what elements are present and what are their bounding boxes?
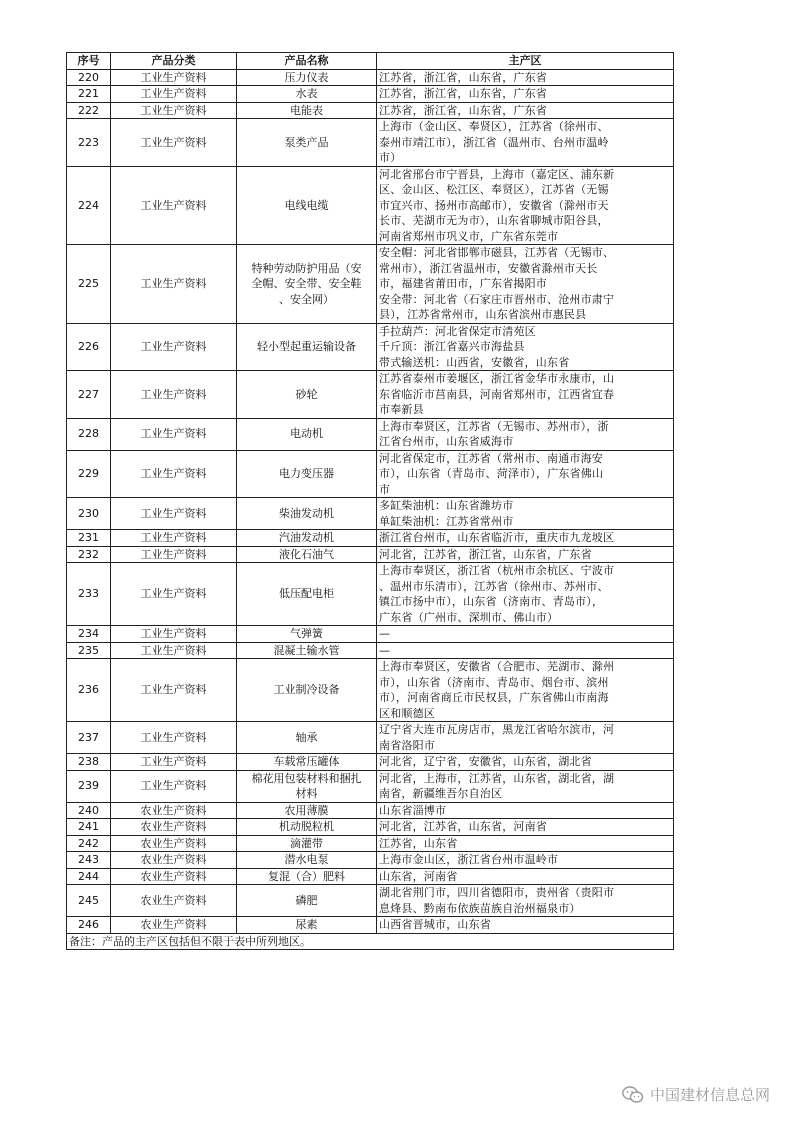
main-producing-area [377, 852, 674, 869]
product-name [237, 86, 377, 103]
product-name [237, 754, 377, 771]
row-number: 232 [67, 546, 111, 563]
area-line: 市，福建省莆田市，广东省揭阳市 [379, 277, 547, 290]
product-category: 工业生产资料 [111, 119, 237, 167]
product-category: 农业生产资料 [111, 917, 237, 934]
row-number: 230 [67, 498, 111, 530]
product-name-line: 材料 [295, 787, 318, 800]
product-name [237, 626, 377, 643]
product-name-line: 棉花用包装材料和捆扎 [251, 771, 362, 785]
product-category: 农业生产资料 [111, 819, 237, 836]
product-category: 工业生产资料 [111, 498, 237, 530]
product-name-line: 农用薄膜 [284, 803, 329, 817]
product-name-line: 砂轮 [295, 387, 318, 401]
product-category: 工业生产资料 [111, 86, 237, 103]
area-line: 南省，新疆维吾尔自治区 [379, 787, 503, 800]
area-line: 市），山东省（济南市、青岛市、烟台市、滨州 [379, 675, 609, 689]
area-line: 市宜兴市、扬州市高邮市），安徽省（滁州市天 [379, 198, 609, 212]
product-name [237, 498, 377, 530]
main-producing-area [377, 659, 674, 722]
row-number: 226 [67, 323, 111, 371]
main-producing-area [377, 102, 674, 119]
product-name [237, 642, 377, 659]
product-category: 农业生产资料 [111, 852, 237, 869]
row-number: 224 [67, 166, 111, 245]
product-name [237, 659, 377, 722]
table-row [67, 852, 674, 869]
product-name-line: 压力仪表 [284, 70, 329, 84]
area-line: 市 [379, 482, 391, 496]
product-name-line: 气弹簧 [290, 627, 323, 640]
product-name-line: 、安全网） [279, 292, 334, 306]
area-line: — [379, 643, 391, 657]
table-row [67, 722, 674, 754]
product-name [237, 563, 377, 626]
area-line: 辽宁省大连市瓦房店市，黑龙江省哈尔滨市，河 [379, 723, 615, 736]
table-row [67, 642, 674, 659]
main-producing-area [377, 418, 674, 450]
area-line: 山东省，河南省 [379, 869, 458, 883]
main-producing-area [377, 868, 674, 885]
row-number: 246 [67, 917, 111, 934]
row-number: 225 [67, 245, 111, 324]
area-line: 河北省邢台市宁晋县，上海市（嘉定区、浦东新 [379, 167, 615, 181]
product-name [237, 450, 377, 498]
product-name [237, 868, 377, 885]
product-name [237, 819, 377, 836]
product-category: 工业生产资料 [111, 371, 237, 419]
area-line: 浙江省台州市，山东省临沂市，重庆市九龙坡区 [379, 531, 615, 544]
main-producing-area [377, 450, 674, 498]
table-row [67, 563, 674, 626]
table-body [67, 69, 674, 933]
area-line: 湖北省荆门市，四川省德阳市，贵州省（贵阳市 [379, 886, 615, 899]
area-line: 常州市），浙江省温州市，安徽省滁州市天长 [379, 261, 598, 275]
row-number: 231 [67, 530, 111, 547]
main-producing-area [377, 546, 674, 563]
product-category: 工业生产资料 [111, 530, 237, 547]
table-row [67, 868, 674, 885]
header-category: 产品分类 [111, 53, 237, 70]
product-category: 工业生产资料 [111, 166, 237, 245]
main-producing-area [377, 166, 674, 245]
note-row [67, 933, 674, 950]
table-note: 备注：产品的主产区包括但不限于表中所列地区。 [67, 933, 674, 950]
product-name-line: 电线电缆 [284, 198, 329, 212]
main-producing-area [377, 323, 674, 371]
area-line: 安全带：河北省（石家庄市晋州市、沧州市肃宁 [379, 292, 615, 306]
product-category: 工业生产资料 [111, 450, 237, 498]
product-category: 农业生产资料 [111, 835, 237, 852]
product-category: 工业生产资料 [111, 546, 237, 563]
area-line: 河北省，辽宁省，安徽省，山东省，湖北省 [379, 755, 592, 768]
product-name-line: 复混（合）肥料 [268, 869, 345, 883]
product-category: 工业生产资料 [111, 770, 237, 802]
product-name [237, 530, 377, 547]
product-category: 农业生产资料 [111, 868, 237, 885]
table-row [67, 770, 674, 802]
main-producing-area [377, 119, 674, 167]
product-name-line: 电动机 [290, 427, 323, 441]
row-number: 221 [67, 86, 111, 103]
table-row [67, 802, 674, 819]
product-name [237, 323, 377, 371]
area-line: — [379, 627, 391, 640]
row-number: 233 [67, 563, 111, 626]
product-name [237, 119, 377, 167]
product-name [237, 917, 377, 934]
product-category: 农业生产资料 [111, 885, 237, 917]
area-line: 东省临沂市莒南县，河南省郑州市，江西省宜春 [379, 387, 615, 401]
area-line: 安全帽：河北省邯郸市磁县，江苏省（无锡市、 [379, 246, 615, 259]
table-row [67, 917, 674, 934]
product-category: 工业生产资料 [111, 563, 237, 626]
product-name-line: 低压配电柜 [279, 587, 334, 601]
header-name: 产品名称 [237, 53, 377, 70]
table-row [67, 754, 674, 771]
area-line: 上海市金山区，浙江省台州市温岭市 [379, 853, 559, 866]
area-line: 江苏省泰州市姜堰区，浙江省金华市永康市，山 [379, 372, 615, 385]
product-name [237, 835, 377, 852]
product-category: 工业生产资料 [111, 659, 237, 722]
product-name-line: 电力变压器 [279, 467, 334, 480]
main-producing-area [377, 530, 674, 547]
area-line: 息烽县、黔南布依族苗族自治州福泉市） [379, 901, 581, 915]
row-number: 236 [67, 659, 111, 722]
main-producing-area [377, 835, 674, 852]
product-category: 工业生产资料 [111, 102, 237, 119]
main-producing-area [377, 754, 674, 771]
table-row [67, 835, 674, 852]
area-line: 河北省，江苏省，浙江省，山东省，广东省 [379, 547, 592, 561]
main-producing-area [377, 819, 674, 836]
main-producing-area [377, 245, 674, 324]
product-name-line: 特种劳动防护用品（安 [251, 261, 362, 275]
area-line: 带式输送机：山西省，安徽省，山东省 [379, 355, 570, 369]
wechat-icon [622, 1086, 644, 1104]
watermark-text: 中国建材信息总网 [649, 1086, 770, 1104]
area-line: 手拉葫芦：河北省保定市清苑区 [379, 324, 536, 338]
table-row [67, 69, 674, 86]
area-line: 南省洛阳市 [379, 738, 435, 752]
table-row [67, 885, 674, 917]
main-producing-area [377, 917, 674, 934]
product-category: 工业生产资料 [111, 69, 237, 86]
area-line: 泰州市靖江市），浙江省（温州市、台州市温岭 [379, 135, 609, 149]
product-category: 工业生产资料 [111, 722, 237, 754]
area-line: 江苏省，浙江省，山东省，广东省 [379, 87, 547, 100]
product-name-line: 泵类产品 [284, 135, 329, 149]
area-line: 区、金山区、松江区、奉贤区），江苏省（无锡 [379, 183, 609, 196]
main-producing-area [377, 626, 674, 643]
product-category: 工业生产资料 [111, 754, 237, 771]
product-name-line: 机动脱粒机 [279, 820, 334, 833]
row-number: 241 [67, 819, 111, 836]
area-line: 上海市奉贤区，浙江省（杭州市余杭区、宁波市 [379, 564, 615, 577]
product-category: 工业生产资料 [111, 626, 237, 643]
area-line: 市），山东省（青岛市、菏泽市），广东省佛山 [379, 467, 604, 480]
product-name [237, 418, 377, 450]
row-number: 237 [67, 722, 111, 754]
product-name-line: 全帽、安全带、安全鞋 [251, 277, 362, 290]
table-row [67, 659, 674, 722]
product-name-line: 车载常压罐体 [273, 755, 340, 768]
main-producing-area [377, 563, 674, 626]
product-name-line: 磷肥 [295, 893, 318, 907]
table-row [67, 498, 674, 530]
row-number: 228 [67, 418, 111, 450]
table-row [67, 546, 674, 563]
area-line: 市），河南省商丘市民权县，广东省佛山市南海 [379, 691, 609, 704]
table-header-row [67, 53, 674, 70]
product-name-line: 工业制冷设备 [273, 683, 340, 697]
row-number: 243 [67, 852, 111, 869]
area-line: 江苏省，浙江省，山东省，广东省 [379, 103, 547, 117]
area-line: 市奉新县 [379, 403, 424, 416]
row-number: 235 [67, 642, 111, 659]
main-producing-area [377, 722, 674, 754]
area-line: 上海市（金山区、奉贤区），江苏省（徐州市、 [379, 120, 609, 133]
product-name-line: 液化石油气 [279, 547, 334, 561]
area-line: 河北省，江苏省，山东省，河南省 [379, 820, 547, 833]
product-category: 工业生产资料 [111, 245, 237, 324]
row-number: 227 [67, 371, 111, 419]
product-name [237, 770, 377, 802]
product-name-line: 尿素 [295, 918, 318, 931]
row-number: 245 [67, 885, 111, 917]
product-name-line: 轻小型起重运输设备 [257, 340, 356, 353]
product-name [237, 69, 377, 86]
area-line: 市） [379, 151, 402, 164]
main-producing-area [377, 885, 674, 917]
row-number: 229 [67, 450, 111, 498]
area-line: 千斤顶：浙江省嘉兴市海盐县 [379, 340, 525, 353]
area-line: 上海市奉贤区，江苏省（无锡市、苏州市），浙 [379, 419, 609, 433]
table-row [67, 418, 674, 450]
table-row [67, 119, 674, 167]
row-number: 223 [67, 119, 111, 167]
product-name [237, 245, 377, 324]
area-line: 河北省保定市，江苏省（常州市、南通市海安 [379, 451, 603, 465]
row-number: 220 [67, 69, 111, 86]
area-line: 江苏省，山东省 [379, 836, 458, 850]
row-number: 240 [67, 802, 111, 819]
header-no: 序号 [67, 53, 111, 70]
product-name-line: 轴承 [295, 730, 318, 744]
product-name [237, 852, 377, 869]
product-name-line: 水表 [295, 87, 318, 100]
area-line: 长市、芜湖市无为市），山东省聊城市阳谷县， [379, 214, 609, 227]
area-line: 江苏省，浙江省，山东省，广东省 [379, 70, 547, 84]
area-line: 镇江市扬中市），山东省（济南市、青岛市）， [379, 595, 604, 608]
product-name-line: 柴油发动机 [279, 506, 334, 520]
product-name [237, 371, 377, 419]
product-name [237, 546, 377, 563]
table-row [67, 371, 674, 419]
area-line: 多缸柴油机：山东省潍坊市 [379, 499, 514, 512]
product-name-line: 混凝土输水管 [273, 643, 340, 657]
watermark [622, 1084, 770, 1105]
product-category: 工业生产资料 [111, 418, 237, 450]
table-row [67, 450, 674, 498]
row-number: 244 [67, 868, 111, 885]
area-line: 江省台州市，山东省威海市 [379, 435, 514, 448]
product-name-line: 潜水电泵 [284, 853, 329, 866]
table-row [67, 626, 674, 643]
area-line: 山西省晋城市，山东省 [379, 918, 491, 931]
main-producing-area [377, 770, 674, 802]
main-producing-area [377, 498, 674, 530]
table-row [67, 245, 674, 324]
row-number: 239 [67, 770, 111, 802]
main-producing-area [377, 69, 674, 86]
product-name-line: 汽油发动机 [279, 531, 334, 544]
area-line: 河北省，上海市，江苏省，山东省，湖北省，湖 [379, 771, 615, 785]
main-producing-area [377, 371, 674, 419]
table-row [67, 323, 674, 371]
row-number: 242 [67, 835, 111, 852]
area-line: 上海市奉贤区，安徽省（合肥市、芜湖市、滁州 [379, 660, 615, 673]
area-line: 县），江苏省常州市，山东省滨州市惠民县 [379, 308, 587, 321]
table-row [67, 86, 674, 103]
header-area: 主产区 [377, 53, 674, 70]
product-table [66, 52, 674, 950]
product-name [237, 102, 377, 119]
area-line: 、温州市乐清市），江苏省（徐州市、苏州市、 [379, 579, 609, 593]
product-name-line: 滴灌带 [290, 836, 323, 850]
table-row [67, 166, 674, 245]
area-line: 广东省（广州市、深圳市、佛山市） [379, 610, 559, 624]
product-name [237, 802, 377, 819]
product-name [237, 722, 377, 754]
table-row [67, 819, 674, 836]
product-name-line: 电能表 [290, 103, 323, 117]
main-producing-area [377, 802, 674, 819]
product-name [237, 166, 377, 245]
row-number: 238 [67, 754, 111, 771]
main-producing-area [377, 86, 674, 103]
product-category: 农业生产资料 [111, 802, 237, 819]
product-category: 工业生产资料 [111, 323, 237, 371]
product-name [237, 885, 377, 917]
row-number: 234 [67, 626, 111, 643]
area-line: 区和顺德区 [379, 706, 435, 720]
area-line: 河南省郑州市巩义市，广东省东莞市 [379, 229, 559, 243]
product-category: 工业生产资料 [111, 642, 237, 659]
main-producing-area [377, 642, 674, 659]
table-row [67, 102, 674, 119]
area-line: 山东省淄博市 [379, 803, 447, 817]
area-line: 单缸柴油机：江苏省常州市 [379, 514, 514, 528]
table-row [67, 530, 674, 547]
row-number: 222 [67, 102, 111, 119]
